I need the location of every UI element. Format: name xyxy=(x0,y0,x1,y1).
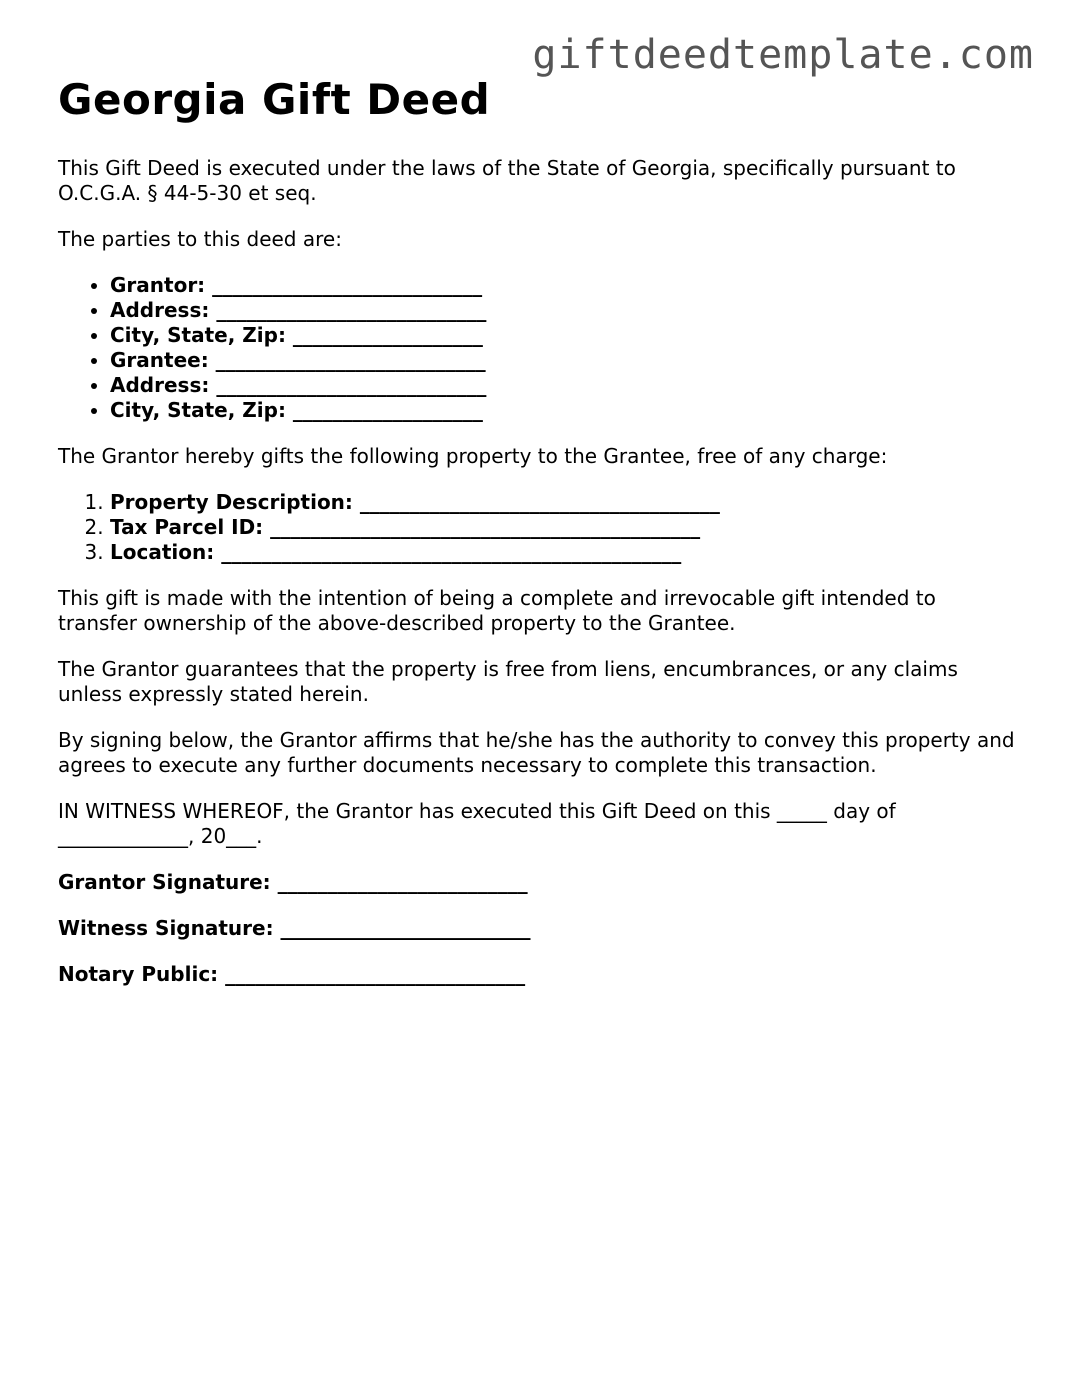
grantor-signature-label: Grantor Signature: xyxy=(58,870,271,894)
witness-signature xyxy=(58,916,1018,941)
grantor-signature-blank[interactable]: _________________________ xyxy=(270,870,528,894)
property-blank[interactable]: ______________________________________________ xyxy=(214,540,682,564)
party-blank[interactable]: ___________________________ xyxy=(205,273,483,297)
party-grantee-address xyxy=(110,373,1018,398)
grantor-signature xyxy=(58,870,1018,895)
witness-signature-blank[interactable]: _________________________ xyxy=(273,916,531,940)
party-label: City, State, Zip: xyxy=(110,323,286,347)
watermark: giftdeedtemplate.com xyxy=(532,32,1034,78)
authority-paragraph: By signing below, the Grantor affirms that he/she has the authority to convey this property and agrees to execute any further documents necessary to complete this transaction. xyxy=(58,728,1015,777)
document-body xyxy=(58,74,1018,1008)
property-list xyxy=(58,490,1018,565)
property-label: Location: xyxy=(110,540,215,564)
party-label: City, State, Zip: xyxy=(110,398,286,422)
page-title: Georgia Gift Deed xyxy=(58,75,491,124)
party-blank[interactable]: ___________________________ xyxy=(209,373,487,397)
party-grantee-city xyxy=(110,398,1018,423)
party-label: Address: xyxy=(110,373,210,397)
notary-signature xyxy=(58,962,1018,987)
party-blank[interactable]: ___________________________ xyxy=(208,348,486,372)
notary-signature-blank[interactable]: ______________________________ xyxy=(218,962,526,986)
party-label: Address: xyxy=(110,298,210,322)
party-label: Grantee: xyxy=(110,348,209,372)
party-label: Grantor: xyxy=(110,273,206,297)
guarantee-paragraph: The Grantor guarantees that the property is free from liens, encumbrances, or any claims unless expressly stated herein. xyxy=(58,657,958,706)
parties-intro: The parties to this deed are: xyxy=(58,227,342,251)
property-blank[interactable]: ___________________________________________ xyxy=(263,515,701,539)
property-label: Property Description: xyxy=(110,490,353,514)
intro-paragraph: This Gift Deed is executed under the laws of the State of Georgia, specifically pursuant to O.C.G.A. § 44-5-30 et seq. xyxy=(58,156,956,205)
party-blank[interactable]: ___________________ xyxy=(285,398,483,422)
notary-signature-label: Notary Public: xyxy=(58,962,219,986)
property-label: Tax Parcel ID: xyxy=(110,515,264,539)
property-tax-parcel xyxy=(110,515,1018,540)
witness-paragraph: IN WITNESS WHEREOF, the Grantor has executed this Gift Deed on this _____ day of _____________, 20___. xyxy=(58,799,896,848)
property-description xyxy=(110,490,1018,515)
party-blank[interactable]: ___________________ xyxy=(285,323,483,347)
property-intro: The Grantor hereby gifts the following property to the Grantee, free of any charge: xyxy=(58,444,888,468)
party-grantor-address xyxy=(110,298,1018,323)
intent-paragraph: This gift is made with the intention of being a complete and irrevocable gift intended to transfer ownership of the above-described property to the Grantee. xyxy=(58,586,936,635)
witness-signature-label: Witness Signature: xyxy=(58,916,274,940)
party-grantor-city xyxy=(110,323,1018,348)
party-grantee xyxy=(110,348,1018,373)
party-grantor xyxy=(110,273,1018,298)
property-blank[interactable]: ____________________________________ xyxy=(352,490,720,514)
property-location xyxy=(110,540,1018,565)
party-blank[interactable]: ___________________________ xyxy=(209,298,487,322)
parties-list xyxy=(58,273,1018,423)
